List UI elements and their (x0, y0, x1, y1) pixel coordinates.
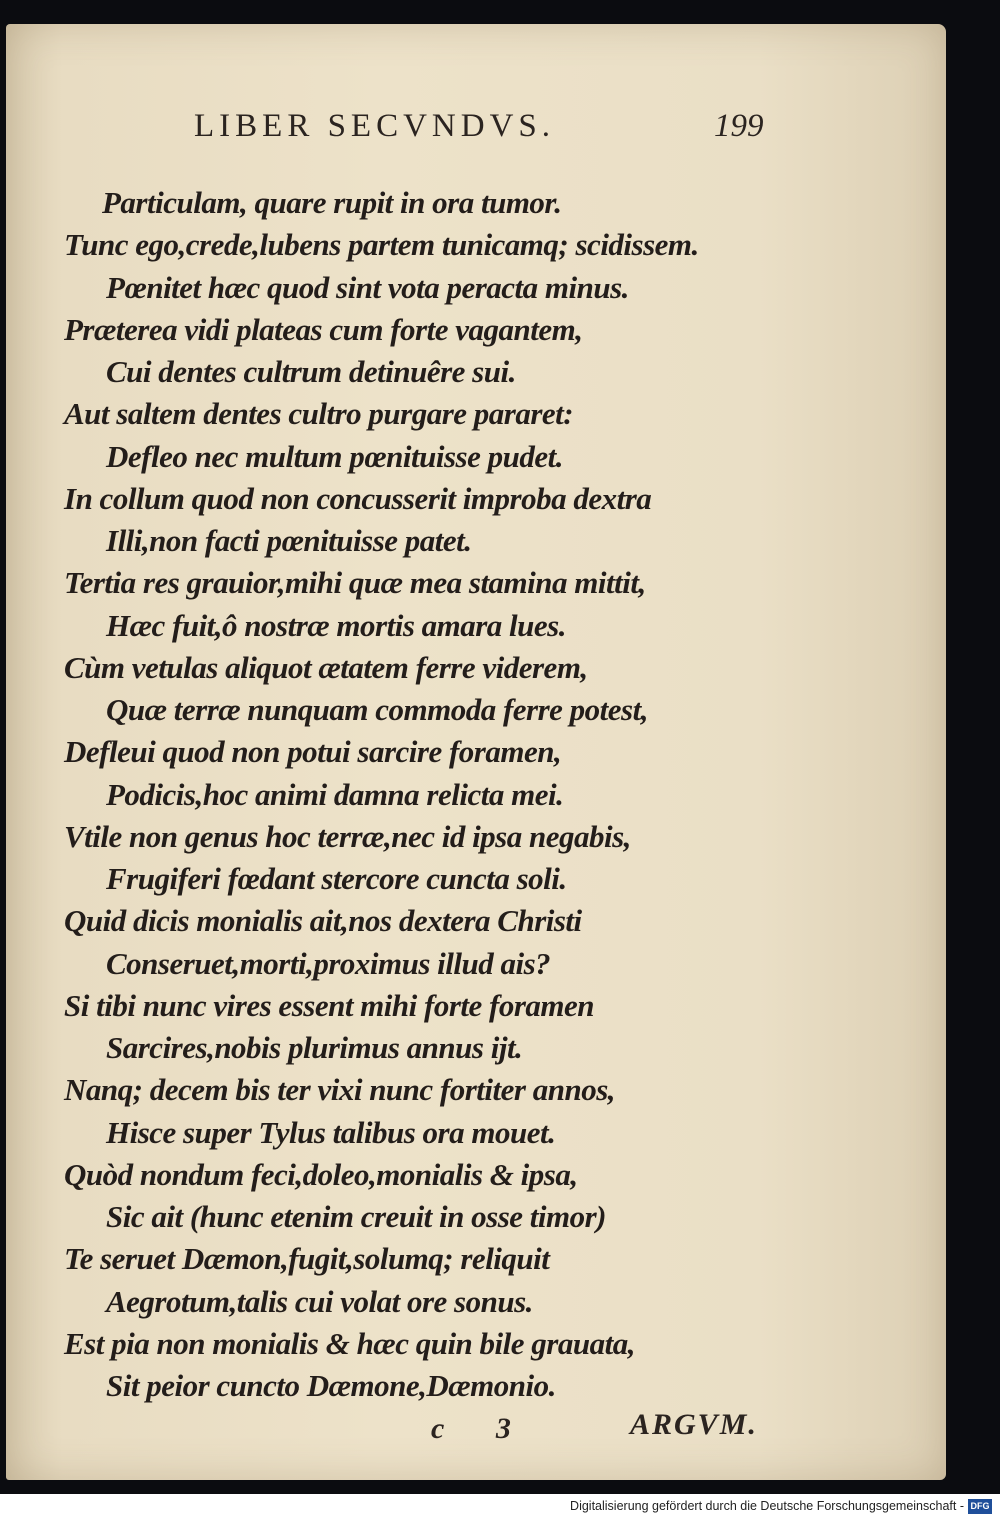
verse-line: Pœnitet hæc quod sint vota peracta minus. (106, 269, 629, 305)
verse-line: Te seruet Dæmon,fugit,solumq; reliquit (64, 1241, 550, 1277)
verse-line: Quid dicis monialis ait,nos dextera Christi (64, 903, 582, 939)
verse-line: Cùm vetulas aliquot ætatem ferre viderem, (64, 649, 588, 685)
catchword: ARGVM. (630, 1408, 758, 1441)
funding-credit: Digitalisierung gefördert durch die Deutsche Forschungsgemeinschaft - (570, 1499, 964, 1513)
verse-line: Podicis,hoc animi damna relicta mei. (106, 776, 564, 812)
verse-line: Quòd nondum feci,doleo,monialis & ipsa, (64, 1156, 578, 1192)
verse-line: Conseruet,morti,proximus illud ais? (106, 945, 551, 981)
verse-line: Vtile non genus hoc terræ,nec id ipsa negabis, (64, 818, 631, 854)
verse-line: Aut saltem dentes cultro purgare pararet: (64, 396, 574, 432)
verse-line: Sarcires,nobis plurimus annus ijt. (106, 1030, 523, 1065)
verse-line: Cui dentes cultrum detinuêre sui. (106, 354, 516, 389)
credit-bar (0, 1494, 1000, 1520)
verse-line: Defleui quod non potui sarcire foramen, (64, 734, 562, 770)
dfg-logo-icon: DFG (968, 1499, 992, 1514)
verse-line: Præterea vidi plateas cum forte vagantem, (64, 311, 583, 347)
verse-text (6, 182, 946, 1407)
running-title: LIBER SECVNDVS. (194, 108, 556, 144)
verse-line: Est pia non monialis & hæc quin bile grauata, (64, 1325, 635, 1361)
verse-line: Illi,non facti pœnituisse patet. (106, 523, 472, 558)
verse-line: Hæc fuit,ô nostræ mortis amara lues. (106, 607, 566, 643)
verse-line: Frugiferi fœdant stercore cuncta soli. (106, 861, 567, 896)
page-number: 199 (714, 108, 764, 144)
verse-line: Tertia res grauior,mihi quæ mea stamina mittit, (64, 565, 646, 601)
verse-line: Sit peior cuncto Dæmone,Dæmonio. (106, 1368, 556, 1403)
verse-line: Quæ terræ nunquam commoda ferre potest, (106, 692, 648, 727)
verse-line: Hisce super Tylus talibus ora mouet. (106, 1114, 556, 1150)
page-header (6, 108, 946, 158)
verse-line: Particulam, quare rupit in ora tumor. (102, 185, 562, 220)
verse-line: Defleo nec multum pœnituisse pudet. (106, 438, 563, 474)
verse-line: Si tibi nunc vires essent mihi forte foramen (64, 987, 595, 1023)
book-page (6, 24, 946, 1480)
verse-line: Tunc ego,crede,lubens partem tunicamq; scidissem. (64, 227, 699, 263)
signature-mark: c 3 (431, 1412, 533, 1445)
verse-line: Sic ait (hunc etenim creuit in osse timor) (106, 1199, 607, 1234)
verse-line: Nanq; decem bis ter vixi nunc fortiter annos, (64, 1072, 616, 1108)
verse-line: In collum quod non concusserit improba dextra (64, 480, 652, 516)
verse-line: Aegrotum,talis cui volat ore sonus. (106, 1283, 533, 1319)
